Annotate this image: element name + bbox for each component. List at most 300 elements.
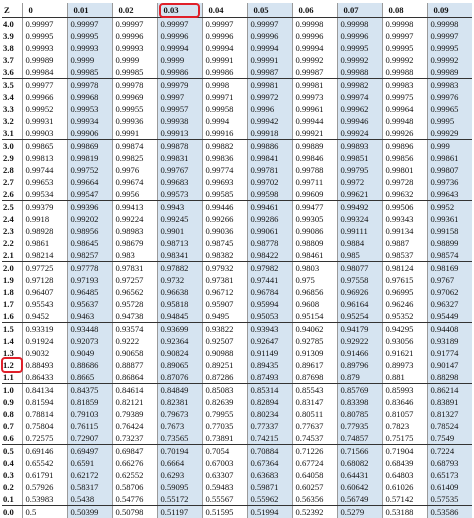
table-cell: 0.91466 bbox=[337, 347, 382, 359]
z-row-label: 0.6 bbox=[2, 432, 22, 445]
table-cell: 0.88493 bbox=[22, 359, 67, 371]
table-cell: 0.53586 bbox=[427, 506, 472, 518]
table-cell: 0.97932 bbox=[202, 262, 247, 275]
table-cell: 0.95543 bbox=[22, 298, 67, 310]
table-cell: 0.97128 bbox=[22, 274, 67, 286]
table-cell: 0.95994 bbox=[247, 298, 292, 310]
table-cell: 0.61026 bbox=[382, 481, 427, 493]
table-cell: 0.79103 bbox=[67, 408, 112, 420]
table-cell: 0.98778 bbox=[247, 237, 292, 249]
table-cell: 0.99913 bbox=[157, 127, 202, 140]
table-cell: 0.99653 bbox=[22, 176, 67, 188]
table-cell: 0.99492 bbox=[337, 201, 382, 214]
table-row bbox=[2, 432, 472, 445]
table-cell: 0.5279 bbox=[337, 506, 382, 518]
table-cell: 0.92507 bbox=[202, 335, 247, 347]
table-cell: 0.99878 bbox=[157, 140, 202, 153]
table-cell: 0.57142 bbox=[382, 493, 427, 506]
table-cell: 0.89796 bbox=[337, 359, 382, 371]
table-cell: 0.65542 bbox=[22, 457, 67, 469]
table-cell: 0.97725 bbox=[22, 262, 67, 275]
table-cell: 0.79955 bbox=[202, 408, 247, 420]
table-cell: 0.99788 bbox=[292, 164, 337, 176]
table-cell: 0.99846 bbox=[292, 152, 337, 164]
z-row-label: 0.5 bbox=[2, 445, 22, 458]
table-cell: 0.99728 bbox=[382, 176, 427, 188]
table-cell: 0.96485 bbox=[67, 286, 112, 298]
table-row bbox=[2, 54, 472, 66]
table-cell: 0.99286 bbox=[247, 213, 292, 225]
table-cell: 0.72907 bbox=[67, 432, 112, 445]
table-row bbox=[2, 310, 472, 323]
table-cell: 0.99036 bbox=[202, 225, 247, 237]
table-cell: 0.99992 bbox=[382, 54, 427, 66]
table-cell: 0.99882 bbox=[202, 140, 247, 153]
z-row-label: 0.3 bbox=[2, 469, 22, 481]
table-cell: 0.93822 bbox=[202, 323, 247, 336]
table-cell: 0.75804 bbox=[22, 420, 67, 432]
table-cell: 0.82381 bbox=[157, 396, 202, 408]
table-cell: 0.99861 bbox=[427, 152, 472, 164]
table-cell: 0.94738 bbox=[112, 310, 157, 323]
table-cell: 0.99086 bbox=[292, 225, 337, 237]
z-row-label: 3.6 bbox=[2, 66, 22, 79]
table-cell: 0.99134 bbox=[382, 225, 427, 237]
table-cell: 0.99948 bbox=[382, 115, 427, 127]
table-cell: 0.71226 bbox=[292, 445, 337, 458]
table-cell: 0.85769 bbox=[337, 384, 382, 397]
z-row-label: 3.0 bbox=[2, 140, 22, 153]
table-cell: 0.99998 bbox=[292, 18, 337, 31]
table-cell: 0.99952 bbox=[22, 103, 67, 115]
table-cell: 0.87286 bbox=[202, 371, 247, 384]
table-row bbox=[2, 420, 472, 432]
table-cell: 0.99991 bbox=[202, 54, 247, 66]
table-cell: 0.99981 bbox=[292, 79, 337, 92]
table-cell: 0.81594 bbox=[22, 396, 67, 408]
table-row bbox=[2, 201, 472, 214]
table-cell: 0.99918 bbox=[247, 127, 292, 140]
table-cell: 0.99996 bbox=[247, 30, 292, 42]
table-cell: 0.87076 bbox=[157, 371, 202, 384]
table-cell: 0.85314 bbox=[247, 384, 292, 397]
table-cell: 0.81057 bbox=[382, 408, 427, 420]
table-cell: 0.99997 bbox=[202, 18, 247, 31]
table-row bbox=[2, 127, 472, 140]
table-cell: 0.90658 bbox=[112, 347, 157, 359]
table-cell: 0.98713 bbox=[157, 237, 202, 249]
table-cell: 0.64803 bbox=[382, 469, 427, 481]
table-cell: 0.66276 bbox=[112, 457, 157, 469]
table-cell: 0.96638 bbox=[157, 286, 202, 298]
table-cell: 0.99998 bbox=[337, 18, 382, 31]
table-cell: 0.7549 bbox=[427, 432, 472, 445]
table-cell: 0.99955 bbox=[112, 103, 157, 115]
table-row bbox=[2, 506, 472, 518]
table-cell: 0.93448 bbox=[67, 323, 112, 336]
table-cell: 0.96926 bbox=[337, 286, 382, 298]
table-cell: 0.99643 bbox=[427, 188, 472, 201]
table-cell: 0.77035 bbox=[202, 420, 247, 432]
table-cell: 0.64431 bbox=[337, 469, 382, 481]
table-cell: 0.99988 bbox=[382, 66, 427, 79]
table-cell: 0.63307 bbox=[202, 469, 247, 481]
table-cell: 0.82894 bbox=[247, 396, 292, 408]
table-row bbox=[2, 152, 472, 164]
col-header: 0.09 bbox=[427, 3, 472, 18]
table-cell: 0.99958 bbox=[202, 103, 247, 115]
table-cell: 0.59095 bbox=[157, 481, 202, 493]
table-cell: 0.99978 bbox=[67, 79, 112, 92]
table-cell: 0.99921 bbox=[292, 127, 337, 140]
table-cell: 0.98077 bbox=[337, 262, 382, 275]
table-cell: 0.99903 bbox=[22, 127, 67, 140]
table-cell: 0.99997 bbox=[22, 18, 67, 31]
table-cell: 0.98422 bbox=[247, 249, 292, 262]
table-cell: 0.9996 bbox=[247, 103, 292, 115]
table-cell: 0.96995 bbox=[382, 286, 427, 298]
table-row bbox=[2, 384, 472, 397]
table-cell: 0.99477 bbox=[292, 201, 337, 214]
table-cell: 0.68439 bbox=[382, 457, 427, 469]
table-cell: 0.88686 bbox=[67, 359, 112, 371]
col-header: 0.02 bbox=[112, 3, 157, 18]
table-cell: 0.99944 bbox=[292, 115, 337, 127]
table-cell: 0.9452 bbox=[22, 310, 67, 323]
table-cell: 0.99931 bbox=[22, 115, 67, 127]
table-cell: 0.89251 bbox=[202, 359, 247, 371]
table-cell: 0.96327 bbox=[427, 298, 472, 310]
table-cell: 0.54776 bbox=[112, 493, 157, 506]
table-cell: 0.99995 bbox=[337, 42, 382, 54]
table-cell: 0.99961 bbox=[292, 103, 337, 115]
table-cell: 0.99996 bbox=[292, 30, 337, 42]
table-cell: 0.99506 bbox=[382, 201, 427, 214]
z-table-container bbox=[2, 3, 472, 518]
table-cell: 0.99946 bbox=[337, 115, 382, 127]
table-cell: 0.69847 bbox=[112, 445, 157, 458]
table-cell: 0.97558 bbox=[337, 274, 382, 286]
table-cell: 0.99736 bbox=[427, 176, 472, 188]
table-cell: 0.94845 bbox=[157, 310, 202, 323]
table-cell: 0.9999 bbox=[112, 54, 157, 66]
table-row bbox=[2, 176, 472, 188]
z-row-label: 3.7 bbox=[2, 54, 22, 66]
table-cell: 0.85993 bbox=[382, 384, 427, 397]
table-cell: 0.99996 bbox=[112, 30, 157, 42]
table-cell: 0.73237 bbox=[112, 432, 157, 445]
table-cell: 0.98956 bbox=[67, 225, 112, 237]
table-cell: 0.99896 bbox=[382, 140, 427, 153]
table-cell: 0.98809 bbox=[292, 237, 337, 249]
table-cell: 0.99266 bbox=[202, 213, 247, 225]
z-row-label: 0.7 bbox=[2, 420, 22, 432]
table-cell: 0.99781 bbox=[247, 164, 292, 176]
table-row bbox=[2, 91, 472, 103]
table-cell: 0.99938 bbox=[157, 115, 202, 127]
table-cell: 0.80785 bbox=[337, 408, 382, 420]
z-row-label: 3.1 bbox=[2, 127, 22, 140]
table-cell: 0.99929 bbox=[427, 127, 472, 140]
table-cell: 0.99982 bbox=[337, 79, 382, 92]
table-cell: 0.9995 bbox=[427, 115, 472, 127]
table-cell: 0.83147 bbox=[292, 396, 337, 408]
table-cell: 0.89973 bbox=[382, 359, 427, 371]
table-cell: 0.99836 bbox=[202, 152, 247, 164]
table-cell: 0.95154 bbox=[292, 310, 337, 323]
table-cell: 0.99992 bbox=[292, 54, 337, 66]
z-row-label: 3.9 bbox=[2, 30, 22, 42]
table-cell: 0.99361 bbox=[427, 213, 472, 225]
table-cell: 0.9861 bbox=[22, 237, 67, 249]
table-cell: 0.99997 bbox=[157, 18, 202, 31]
table-row bbox=[2, 481, 472, 493]
table-row bbox=[2, 298, 472, 310]
table-cell: 0.9732 bbox=[157, 274, 202, 286]
col-header: 0.04 bbox=[202, 3, 247, 18]
table-cell: 0.99989 bbox=[22, 54, 67, 66]
table-cell: 0.9956 bbox=[112, 188, 157, 201]
table-cell: 0.99973 bbox=[292, 91, 337, 103]
table-cell: 0.55962 bbox=[247, 493, 292, 506]
table-cell: 0.91309 bbox=[292, 347, 337, 359]
table-cell: 0.7823 bbox=[382, 420, 427, 432]
table-row bbox=[2, 249, 472, 262]
table-cell: 0.9998 bbox=[202, 79, 247, 92]
table-cell: 0.99774 bbox=[202, 164, 247, 176]
table-cell: 0.9608 bbox=[292, 298, 337, 310]
table-cell: 0.86433 bbox=[22, 371, 67, 384]
table-row bbox=[2, 371, 472, 384]
table-cell: 0.55172 bbox=[157, 493, 202, 506]
table-row bbox=[2, 493, 472, 506]
table-cell: 0.91621 bbox=[382, 347, 427, 359]
table-cell: 0.97615 bbox=[382, 274, 427, 286]
table-cell: 0.74857 bbox=[337, 432, 382, 445]
table-cell: 0.99683 bbox=[157, 176, 202, 188]
table-cell: 0.55567 bbox=[202, 493, 247, 506]
table-cell: 0.92785 bbox=[292, 335, 337, 347]
table-cell: 0.6664 bbox=[157, 457, 202, 469]
table-cell: 0.98745 bbox=[202, 237, 247, 249]
table-cell: 0.9901 bbox=[157, 225, 202, 237]
table-cell: 0.68082 bbox=[337, 457, 382, 469]
col-header: 0.08 bbox=[382, 3, 427, 18]
table-cell: 0.96562 bbox=[112, 286, 157, 298]
table-cell: 0.9887 bbox=[382, 237, 427, 249]
header-row bbox=[2, 3, 472, 18]
table-cell: 0.99752 bbox=[67, 164, 112, 176]
z-row-label: 2.3 bbox=[2, 225, 22, 237]
table-cell: 0.95637 bbox=[67, 298, 112, 310]
table-cell: 0.94179 bbox=[337, 323, 382, 336]
table-cell: 0.99767 bbox=[157, 164, 202, 176]
z-row-label: 2.4 bbox=[2, 213, 22, 225]
table-cell: 0.51994 bbox=[247, 506, 292, 518]
table-cell: 0.879 bbox=[337, 371, 382, 384]
table-cell: 0.58317 bbox=[67, 481, 112, 493]
table-cell: 0.9918 bbox=[22, 213, 67, 225]
z-row-label: 2.2 bbox=[2, 237, 22, 249]
z-row-label: 3.4 bbox=[2, 91, 22, 103]
table-cell: 0.99953 bbox=[67, 103, 112, 115]
table-cell: 0.89435 bbox=[247, 359, 292, 371]
table-cell: 0.61409 bbox=[427, 481, 472, 493]
table-cell: 0.93056 bbox=[382, 335, 427, 347]
z-row-label: 1.1 bbox=[2, 371, 22, 384]
table-cell: 0.99744 bbox=[22, 164, 67, 176]
table-cell: 0.99893 bbox=[337, 140, 382, 153]
col-header: 0.05 bbox=[247, 3, 292, 18]
table-cell: 0.74215 bbox=[247, 432, 292, 445]
table-cell: 0.98341 bbox=[157, 249, 202, 262]
z-row-label: 0.2 bbox=[2, 481, 22, 493]
table-cell: 0.99869 bbox=[67, 140, 112, 153]
table-cell: 0.99664 bbox=[67, 176, 112, 188]
table-cell: 0.76115 bbox=[67, 420, 112, 432]
table-cell: 0.96712 bbox=[202, 286, 247, 298]
table-cell: 0.99995 bbox=[382, 42, 427, 54]
table-cell: 0.97062 bbox=[427, 286, 472, 298]
table-cell: 0.99994 bbox=[202, 42, 247, 54]
table-row bbox=[2, 396, 472, 408]
table-cell: 0.99966 bbox=[22, 91, 67, 103]
col-header: 0.03 bbox=[157, 3, 202, 18]
table-cell: 0.57926 bbox=[22, 481, 67, 493]
table-row bbox=[2, 262, 472, 275]
table-cell: 0.79673 bbox=[157, 408, 202, 420]
table-cell: 0.99889 bbox=[292, 140, 337, 153]
table-cell: 0.87698 bbox=[292, 371, 337, 384]
table-cell: 0.99924 bbox=[337, 127, 382, 140]
table-row bbox=[2, 286, 472, 298]
table-cell: 0.89617 bbox=[292, 359, 337, 371]
col-header: 0.01 bbox=[67, 3, 112, 18]
table-cell: 0.90824 bbox=[157, 347, 202, 359]
table-cell: 0.57535 bbox=[427, 493, 472, 506]
table-cell: 0.99977 bbox=[22, 79, 67, 92]
table-cell: 0.99547 bbox=[67, 188, 112, 201]
table-cell: 0.58706 bbox=[112, 481, 157, 493]
table-cell: 0.99971 bbox=[202, 91, 247, 103]
table-cell: 0.98983 bbox=[112, 225, 157, 237]
table-cell: 0.99379 bbox=[22, 201, 67, 214]
table-cell: 0.97982 bbox=[247, 262, 292, 275]
table-cell: 0.99305 bbox=[292, 213, 337, 225]
table-cell: 0.99534 bbox=[22, 188, 67, 201]
table-cell: 0.51595 bbox=[202, 506, 247, 518]
table-row bbox=[2, 79, 472, 92]
table-cell: 0.99942 bbox=[247, 115, 292, 127]
table-cell: 0.98382 bbox=[202, 249, 247, 262]
table-cell: 0.99981 bbox=[247, 79, 292, 92]
table-cell: 0.67003 bbox=[202, 457, 247, 469]
table-cell: 0.99693 bbox=[202, 176, 247, 188]
table-cell: 0.95728 bbox=[112, 298, 157, 310]
table-cell: 0.51197 bbox=[157, 506, 202, 518]
table-cell: 0.99975 bbox=[382, 91, 427, 103]
z-row-label: 4.0 bbox=[2, 18, 22, 31]
table-row bbox=[2, 335, 472, 347]
table-cell: 0.99711 bbox=[292, 176, 337, 188]
table-cell: 0.9999 bbox=[67, 54, 112, 66]
table-cell: 0.99674 bbox=[112, 176, 157, 188]
table-cell: 0.91924 bbox=[22, 335, 67, 347]
table-cell: 0.99413 bbox=[112, 201, 157, 214]
table-cell: 0.99997 bbox=[247, 18, 292, 31]
z-row-label: 2.7 bbox=[2, 176, 22, 188]
table-cell: 0.93319 bbox=[22, 323, 67, 336]
table-cell: 0.983 bbox=[112, 249, 157, 262]
table-cell: 0.99994 bbox=[292, 42, 337, 54]
z-row-label: 0.9 bbox=[2, 396, 22, 408]
table-cell: 0.50399 bbox=[67, 506, 112, 518]
table-cell: 0.92073 bbox=[67, 335, 112, 347]
table-cell: 0.99841 bbox=[247, 152, 292, 164]
table-cell: 0.9803 bbox=[292, 262, 337, 275]
table-cell: 0.90988 bbox=[202, 347, 247, 359]
table-cell: 0.95254 bbox=[337, 310, 382, 323]
table-cell: 0.99061 bbox=[247, 225, 292, 237]
table-cell: 0.69497 bbox=[67, 445, 112, 458]
table-cell: 0.99998 bbox=[382, 18, 427, 31]
table-cell: 0.99983 bbox=[382, 79, 427, 92]
table-cell: 0.88298 bbox=[427, 371, 472, 384]
table-cell: 0.75175 bbox=[382, 432, 427, 445]
table-cell: 0.99936 bbox=[112, 115, 157, 127]
table-cell: 0.98899 bbox=[427, 237, 472, 249]
table-cell: 0.99991 bbox=[247, 54, 292, 66]
table-cell: 0.99851 bbox=[337, 152, 382, 164]
table-cell: 0.73565 bbox=[157, 432, 202, 445]
table-cell: 0.99993 bbox=[112, 42, 157, 54]
table-cell: 0.99987 bbox=[247, 66, 292, 79]
table-cell: 0.99202 bbox=[67, 213, 112, 225]
table-cell: 0.99957 bbox=[157, 103, 202, 115]
table-cell: 0.80234 bbox=[247, 408, 292, 420]
table-cell: 0.99978 bbox=[112, 79, 157, 92]
table-row bbox=[2, 408, 472, 420]
table-cell: 0.97882 bbox=[157, 262, 202, 275]
table-cell: 0.99807 bbox=[427, 164, 472, 176]
table-cell: 0.95053 bbox=[247, 310, 292, 323]
table-cell: 0.56356 bbox=[292, 493, 337, 506]
table-row bbox=[2, 42, 472, 54]
table-cell: 0.9991 bbox=[112, 127, 157, 140]
table-cell: 0.9222 bbox=[112, 335, 157, 347]
table-cell: 0.80511 bbox=[292, 408, 337, 420]
table-cell: 0.96164 bbox=[337, 298, 382, 310]
table-cell: 0.9952 bbox=[427, 201, 472, 214]
table-cell: 0.881 bbox=[382, 371, 427, 384]
table-cell: 0.9999 bbox=[157, 54, 202, 66]
table-cell: 0.99996 bbox=[337, 30, 382, 42]
z-row-label: 1.4 bbox=[2, 335, 22, 347]
table-cell: 0.60257 bbox=[292, 481, 337, 493]
table-cell: 0.95818 bbox=[157, 298, 202, 310]
z-row-label: 2.0 bbox=[2, 262, 22, 275]
table-cell: 0.91149 bbox=[247, 347, 292, 359]
table-cell: 0.99976 bbox=[427, 91, 472, 103]
table-cell: 0.93574 bbox=[112, 323, 157, 336]
table-body bbox=[2, 18, 472, 518]
table-cell: 0.78524 bbox=[427, 420, 472, 432]
table-cell: 0.99598 bbox=[247, 188, 292, 201]
table-cell: 0.91774 bbox=[427, 347, 472, 359]
table-cell: 0.82121 bbox=[112, 396, 157, 408]
z-row-label: 2.8 bbox=[2, 164, 22, 176]
table-cell: 0.98169 bbox=[427, 262, 472, 275]
